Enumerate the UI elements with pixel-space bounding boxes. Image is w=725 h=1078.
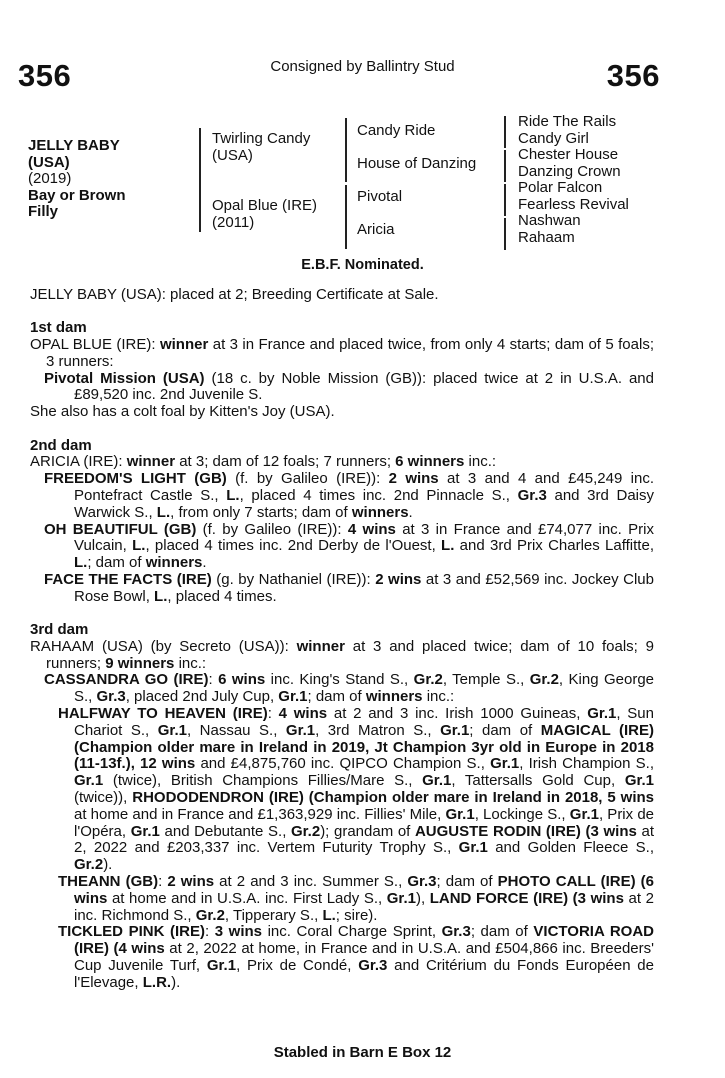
third-dam-entry: RAHAAM (USA) (by Secreto (USA)): winner at 3 and placed twice; dam of 10 foals; 9 runners; 9 winners inc.: <box>30 637 654 672</box>
lot-number-left: 356 <box>18 58 72 93</box>
pedigree-gp-2: House of Danzing <box>357 155 477 172</box>
pedigree-dam: Opal Blue (IRE) (2011) <box>212 197 318 231</box>
third-dam-produce-theann: THEANN (GB): 2 wins at 2 and 3 inc. Summer S., Gr.3; dam of PHOTO CALL (IRE) (6 wins at home and in U.S.A. inc. First Lady S., Gr.1), LAND FORCE (IRE) (3 wins at 2 inc. Richmond S., Gr.2, Tipperary S., L.; sire). <box>58 873 654 924</box>
pedigree-gp-3: Pivotal <box>357 188 403 205</box>
pedigree-bracket-3b <box>504 150 506 182</box>
pedigree-sire: Twirling Candy (USA) <box>212 130 311 164</box>
heading-2nd-dam: 2nd dam <box>30 436 92 454</box>
horse-sex: Filly <box>28 203 59 220</box>
lot-number-right: 356 <box>606 58 660 93</box>
third-dam-produce-halfway: HALFWAY TO HEAVEN (IRE): 4 wins at 2 and 3 inc. Irish 1000 Guineas, Gr.1, Sun Chariot S., Gr.1, Nassau S., Gr.1, 3rd Matron S., Gr.1; dam of MAGICAL (IRE) (Champion older mare in Ireland in 2019, Jt Champion 3yr old in Europe in 2018 (11-13f.), 12 wins and £4,875,760 inc. QIPCO Champion S., Gr.1, Irish Champion S., Gr.1 (twice), British Champions Fillies/Mare S., Gr.1, Tattersalls Gold Cup, Gr.1 (twice)), RHODODENDRON (IRE) (Champion older mare in Ireland in 2018, 5 wins at home and in France and £1,363,929 inc. Fillies' Mile, Gr.1, Lockinge S., Gr.1, Prix de l'Opéra, Gr.1 and Debutante S., Gr.2); grandam of AUGUSTE RODIN (IRE) (3 wins at 2, 2022 and £203,337 inc. Vertem Futurity Trophy S., Gr.1 and Golden Fleece S., Gr.2). <box>58 705 655 874</box>
first-dam-foal: Pivotal Mission (USA) (18 c. by Noble Mission (GB)): placed twice at 2 in U.S.A. and £89,520 inc. 2nd Juvenile S. <box>44 369 654 404</box>
ebf-nominated: E.B.F. Nominated. <box>301 257 424 273</box>
first-dam-note: She also has a colt foal by Kitten's Joy (USA). <box>30 403 335 421</box>
consignor: Consigned by Ballintry Stud <box>270 58 455 75</box>
second-dam-produce-1: FREEDOM'S LIGHT (GB) (f. by Galileo (IRE)): 2 wins at 3 and 4 and £45,249 inc. Pontefract Castle S., L., placed 4 times inc. 2nd Pinnacle S., Gr.3 and 3rd Daisy Warwick S., L., from only 7 starts; dam of winners. <box>44 470 655 521</box>
intro-line: JELLY BABY (USA): placed at 2; Breeding Certificate at Sale. <box>30 286 439 303</box>
first-dam-entry: OPAL BLUE (IRE): winner at 3 in France and placed twice, from only 4 starts; dam of 5 foals; 3 runners: <box>30 336 654 370</box>
horse-identity <box>28 138 126 221</box>
pedigree-gp-1: Candy Ride <box>357 122 436 139</box>
pedigree-gp-4: Aricia <box>357 221 395 238</box>
catalogue-body <box>30 287 654 992</box>
second-dam-produce-3: FACE THE FACTS (IRE) (g. by Nathaniel (IRE)): 2 wins at 3 and £52,569 inc. Jockey Club Rose Bowl, L., placed 4 times. <box>44 570 654 605</box>
second-dam-produce-2: OH BEAUTIFUL (GB) (f. by Galileo (IRE)): 4 wins at 3 in France and £74,077 inc. Prix Vulcain, L., placed 4 times inc. 2nd Derby de l'Ouest, L. and 3rd Prix Charles Laffitte, L.; dam of winners. <box>44 520 654 572</box>
pedigree-bracket-2b <box>345 185 347 249</box>
heading-1st-dam: 1st dam <box>30 319 87 337</box>
horse-name: JELLY BABY <box>28 137 120 154</box>
heading-3rd-dam: 3rd dam <box>30 621 89 639</box>
third-dam-produce-tickled-pink: TICKLED PINK (IRE): 3 wins inc. Coral Charge Sprint, Gr.3; dam of VICTORIA ROAD (IRE) (4 wins at 2, 2022 at home, in France and in U.S.A. and £504,866 inc. Breeders' Cup Juvenile Turf, Gr.1, Prix de Condé, Gr.3 and Critérium du Fonds Européen de l'Elevage, L.R.). <box>58 923 655 991</box>
pedigree-bracket-3c <box>504 184 506 216</box>
horse-year: (2019) <box>28 170 72 187</box>
stabling-info: Stabled in Barn E Box 12 <box>273 1044 452 1061</box>
pedigree-bracket-3d <box>504 218 506 250</box>
horse-colour: Bay or Brown <box>28 186 126 204</box>
second-dam-entry: ARICIA (IRE): winner at 3; dam of 12 foals; 7 runners; 6 winners inc.: <box>30 453 497 471</box>
horse-country: (USA) <box>28 153 70 171</box>
pedigree-ggp-list: Ride The Rails Candy Girl Chester House Danzing Crown Polar Falcon Fearless Revival Nashwan Rahaam <box>518 113 629 246</box>
pedigree-bracket-2a <box>345 118 347 182</box>
third-dam-produce-cassandra: CASSANDRA GO (IRE): 6 wins inc. King's Stand S., Gr.2, Temple S., Gr.2, King George S., Gr.3, placed 2nd July Cup, Gr.1; dam of winners inc.: <box>44 671 655 706</box>
pedigree-bracket-1 <box>199 128 201 232</box>
pedigree-bracket-3a <box>504 116 506 148</box>
